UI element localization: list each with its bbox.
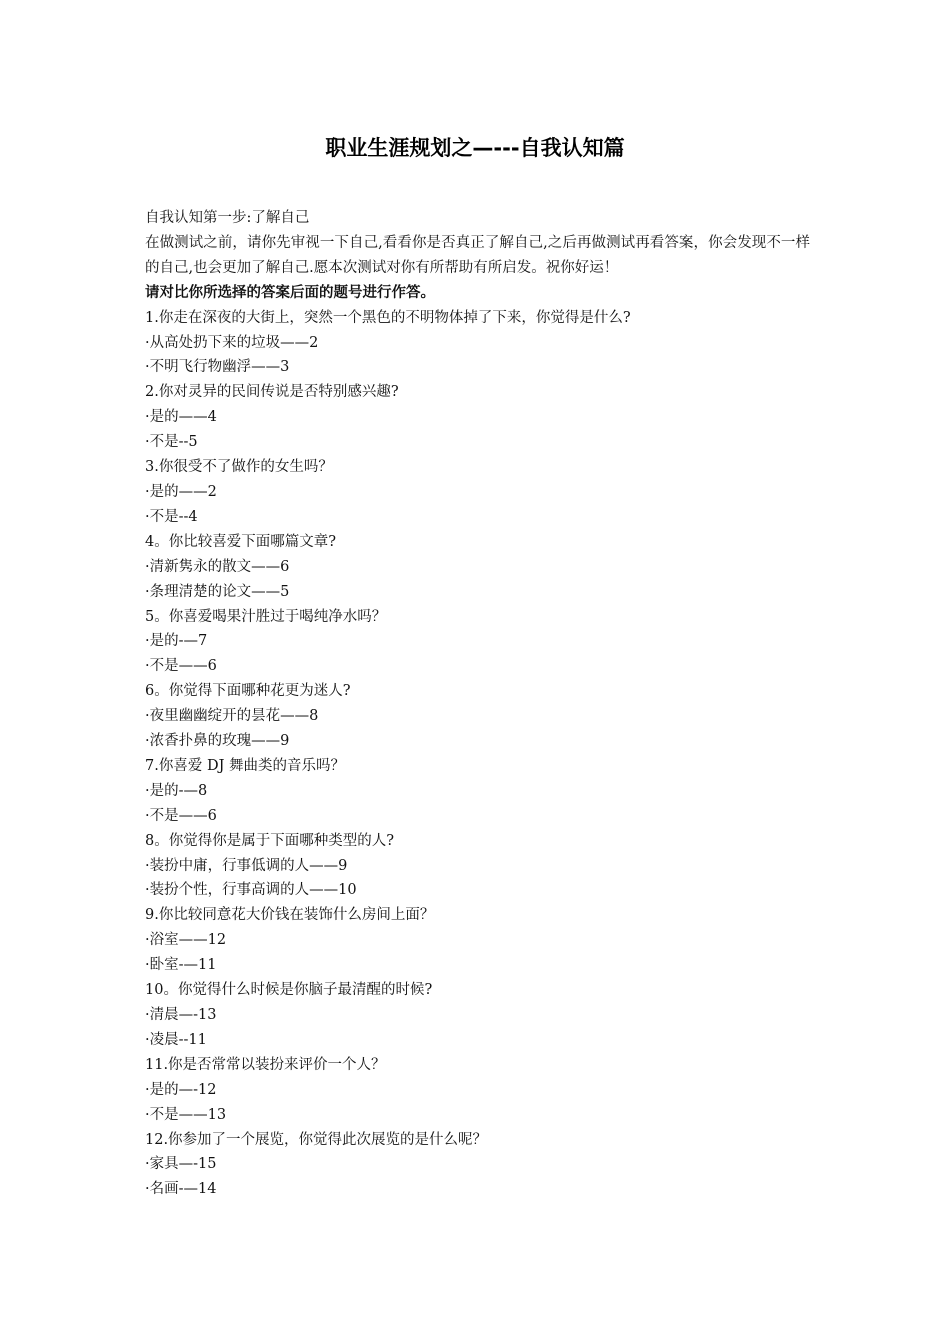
- question-block: [145, 455, 810, 530]
- question-text: 12.你参加了一个展览，你觉得此次展览的是什么呢？: [145, 1131, 488, 1148]
- answer-option: ·清新隽永的散文——6: [145, 558, 290, 575]
- question-text: 11.你是否常常以装扮来评价一个人？: [145, 1056, 386, 1073]
- answer-option: ·浴室——12: [145, 932, 227, 949]
- document-title: 职业生涯规划之—---自我认知篇: [325, 136, 625, 160]
- answer-option: ·不是--5: [145, 434, 198, 451]
- answer-option: ·不明飞行物幽浮——3: [145, 359, 290, 376]
- question-text: 5。你喜爱喝果汁胜过于喝纯净水吗？: [145, 608, 387, 625]
- question-text: 3.你很受不了做作的女生吗？: [145, 459, 333, 476]
- instruction-text: 请对比你所选择的答案后面的题号进行作答。: [145, 284, 435, 301]
- answer-option: ·家具—-15: [145, 1156, 217, 1173]
- answer-option: ·不是--4: [145, 508, 198, 525]
- question-block: [145, 829, 810, 904]
- question-block: [145, 1128, 810, 1203]
- question-text: 7.你喜爱 DJ 舞曲类的音乐吗？: [145, 757, 345, 774]
- answer-option: ·是的——2: [145, 483, 217, 500]
- answer-option: ·条理清楚的论文——5: [145, 583, 290, 600]
- answer-option: ·名画-—14: [145, 1181, 217, 1198]
- question-text: 6。你觉得下面哪种花更为迷人?: [145, 683, 351, 700]
- answer-option: ·是的-—7: [145, 633, 208, 650]
- answer-option: ·浓香扑鼻的玫瑰——9: [145, 733, 290, 750]
- answer-option: ·清晨—-13: [145, 1007, 217, 1023]
- document-body: [145, 206, 810, 1202]
- question-block: [145, 1053, 810, 1128]
- intro-paragraph: 在做测试之前，请你先审视一下自己,看看你是否真正了解自己,之后再做测试再看答案，你会发现不一样的自己,也会更加了解自己.愿本次测试对你有所帮助有所启发。祝你好运！: [145, 234, 810, 276]
- question-block: [145, 306, 810, 381]
- question-block: [145, 380, 810, 455]
- question-text: 2.你对灵异的民间传说是否特别感兴趣?: [145, 384, 399, 401]
- answer-option: ·装扮中庸，行事低调的人——9: [145, 857, 348, 874]
- question-text: 10。你觉得什么时候是你脑子最清醒的时候?: [145, 982, 433, 999]
- answer-option: ·从高处扔下来的垃圾——2: [145, 334, 319, 351]
- answer-option: ·是的——4: [145, 409, 217, 426]
- question-text: 4。你比较喜爱下面哪篇文章?: [145, 533, 336, 550]
- answer-option: ·装扮个性，行事高调的人——10: [145, 882, 357, 899]
- answer-option: ·夜里幽幽绽开的昙花——8: [145, 708, 319, 725]
- question-text: 8。你觉得你是属于下面哪种类型的人?: [145, 832, 394, 849]
- question-text: 9.你比较同意花大价钱在装饰什么房间上面？: [145, 907, 435, 924]
- answer-option: ·不是——13: [145, 1106, 227, 1123]
- answer-option: ·凌晨--11: [145, 1031, 207, 1048]
- answer-option: ·不是——6: [145, 658, 217, 675]
- question-block: [145, 679, 810, 754]
- answer-option: ·是的-—8: [145, 782, 208, 799]
- answer-option: ·不是——6: [145, 807, 217, 824]
- intro-heading: 自我认知第一步:了解自己: [145, 210, 310, 226]
- answer-option: ·是的—-12: [145, 1081, 217, 1098]
- question-block: [145, 978, 810, 1053]
- question-text: 1.你走在深夜的大街上，突然一个黑色的不明物体掉了下来，你觉得是什么?: [145, 309, 631, 326]
- question-block: [145, 903, 810, 978]
- question-block: [145, 605, 810, 680]
- question-block: [145, 754, 810, 829]
- question-block: [145, 530, 810, 605]
- answer-option: ·卧室-—11: [145, 957, 217, 974]
